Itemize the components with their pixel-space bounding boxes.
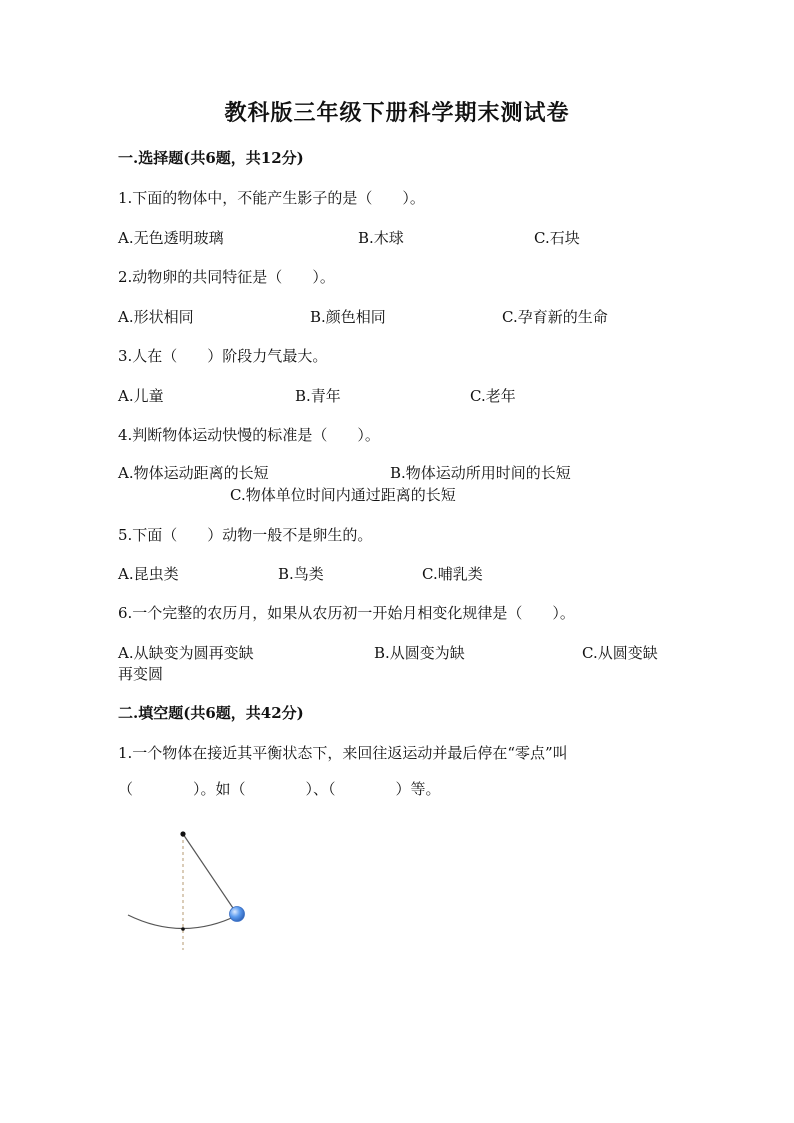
q1-option-b: B.木球 [358,229,404,247]
pendulum-figure [120,822,260,957]
page-title: 教科版三年级下册科学期末测试卷 [224,100,570,126]
question-6: 6.一个完整的农历月，如果从农历初一开始月相变化规律是（ ）。 [118,604,575,622]
pivot-point [180,831,185,836]
fill-question-1-line-2: （ ）。如（ ）、（ ）等。 [118,780,441,798]
question-5: 5.下面（ ）动物一般不是卵生的。 [118,526,373,544]
q2-option-b: B.颜色相同 [310,308,386,326]
q2-option-c: C.孕育新的生命 [502,308,608,326]
fill-question-1-line-1: 1.一个物体在接近其平衡状态下，来回往返运动并最后停在“零点”叫 [118,744,568,762]
question-2: 2.动物卵的共同特征是（ ）。 [118,268,335,286]
q6-option-c-continued: 再变圆 [118,665,164,683]
q6-option-b: B.从圆变为缺 [374,644,465,662]
section-heading-choice: 一.选择题(共6题，共12分) [118,149,304,167]
question-3: 3.人在（ ）阶段力气最大。 [118,347,328,365]
q1-option-c: C.石块 [534,229,580,247]
q3-option-c: C.老年 [470,387,516,405]
q2-option-a: A.形状相同 [118,308,194,326]
equilibrium-point [181,927,185,931]
q5-option-a: A.昆虫类 [118,565,179,583]
question-1: 1.下面的物体中，不能产生影子的是（ ）。 [118,189,425,207]
pendulum-string [183,834,237,914]
q6-option-a: A.从缺变为圆再变缺 [118,644,254,662]
q1-option-a: A.无色透明玻璃 [118,229,224,247]
pendulum-bob [230,907,245,922]
q4-option-c: C.物体单位时间内通过距离的长短 [230,486,456,504]
q3-option-a: A.儿童 [118,387,164,405]
q4-option-a: A.物体运动距离的长短 [118,464,269,482]
q3-option-b: B.青年 [295,387,341,405]
q5-option-b: B.鸟类 [278,565,324,583]
question-4: 4.判断物体运动快慢的标准是（ ）。 [118,426,380,444]
section-heading-fill: 二.填空题(共6题，共42分) [118,704,304,722]
q6-option-c: C.从圆变缺 [582,644,658,662]
q4-option-b: B.物体运动所用时间的长短 [390,464,571,482]
q5-option-c: C.哺乳类 [422,565,483,583]
